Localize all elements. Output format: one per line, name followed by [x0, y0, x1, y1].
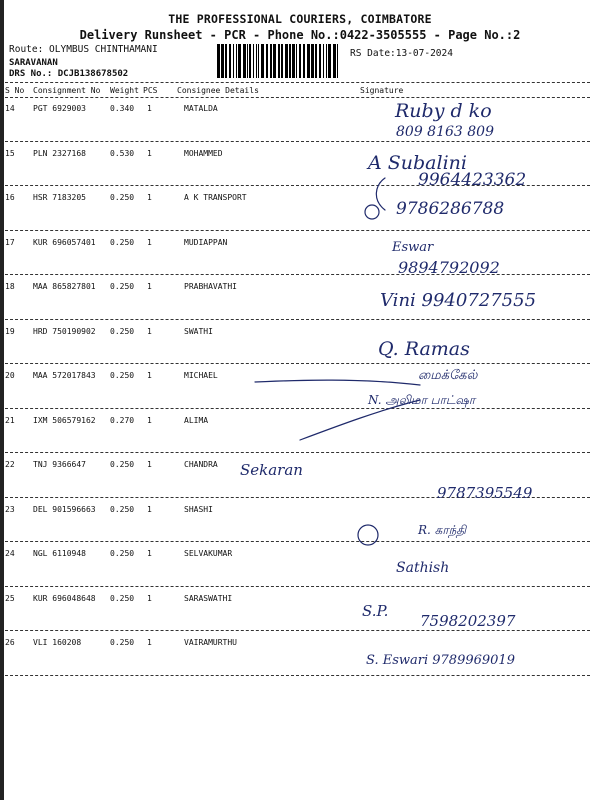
runsheet-subtitle: Delivery Runsheet - PCR - Phone No.:0422-3505555 - Page No.:2 — [79, 28, 521, 42]
row-consignment: KUR 696057401 — [33, 238, 96, 247]
table-row — [0, 505, 600, 549]
rs-date: RS Date:13-07-2024 — [350, 48, 453, 59]
barcode-bar — [328, 44, 331, 78]
handwritten-signature: N. அலிமா பாட்ஷா — [368, 393, 476, 407]
barcode-bar — [326, 44, 327, 78]
row-sno: 20 — [5, 371, 15, 380]
handwritten-signature: மைக்கேல் — [418, 368, 478, 383]
row-consignment: KUR 696048648 — [33, 594, 96, 603]
row-divider — [5, 408, 590, 409]
row-divider — [5, 541, 590, 542]
row-sno: 18 — [5, 282, 15, 291]
col-signature: Signature — [360, 86, 404, 95]
table-row — [0, 238, 600, 282]
row-consignment: MAA 865827801 — [33, 282, 96, 291]
handwritten-signature: 809 8163 809 — [396, 124, 494, 140]
row-consignment: NGL 6110948 — [33, 549, 86, 558]
drs-number: DRS No.: DCJB138678502 — [9, 69, 129, 79]
header-rule-bottom — [5, 97, 590, 98]
barcode-bar — [233, 44, 234, 78]
row-weight: 0.270 — [110, 416, 135, 425]
handwritten-signature: R. காந்தி — [418, 523, 467, 537]
barcode-bar — [236, 44, 237, 78]
barcode-bar — [253, 44, 254, 78]
handwritten-signature: Ruby d ko — [395, 100, 492, 122]
barcode-bar — [303, 44, 305, 78]
handwritten-signature: 7598202397 — [420, 612, 516, 630]
barcode-bar — [319, 44, 321, 78]
row-consignee: SWATHI — [184, 327, 213, 336]
barcode-bar — [323, 44, 324, 78]
row-sno: 19 — [5, 327, 15, 336]
barcode-bar — [285, 44, 288, 78]
barcode-bar — [229, 44, 231, 78]
row-sno: 26 — [5, 638, 15, 647]
row-sno: 24 — [5, 549, 15, 558]
row-pcs: 1 — [147, 594, 152, 603]
barcode-bar — [238, 44, 241, 78]
row-divider — [5, 586, 590, 587]
row-pcs: 1 — [147, 371, 152, 380]
handwritten-signature: S. Eswari 9789969019 — [366, 653, 515, 668]
row-weight: 0.340 — [110, 104, 135, 113]
row-pcs: 1 — [147, 460, 152, 469]
barcode-bar — [278, 44, 280, 78]
table-header — [0, 84, 600, 98]
row-weight: 0.250 — [110, 327, 135, 336]
barcode-bar — [281, 44, 283, 78]
row-divider — [5, 141, 590, 142]
row-pcs: 1 — [147, 505, 152, 514]
row-consignment: VLI 160208 — [33, 638, 82, 647]
row-consignment: PLN 2327168 — [33, 149, 86, 158]
barcode-bar — [315, 44, 317, 78]
barcode-bar — [273, 44, 276, 78]
row-weight: 0.250 — [110, 371, 135, 380]
row-pcs: 1 — [147, 238, 152, 247]
row-divider — [5, 630, 590, 631]
barcode-bar — [249, 44, 251, 78]
row-consignment: TNJ 9366647 — [33, 460, 86, 469]
handwritten-signature: 9787395549 — [437, 484, 533, 502]
row-weight: 0.250 — [110, 460, 135, 469]
row-divider — [5, 319, 590, 320]
row-consignee: A K TRANSPORT — [184, 193, 247, 202]
barcode-bar — [311, 44, 314, 78]
row-divider — [5, 274, 590, 275]
barcode-bar — [243, 44, 246, 78]
handwritten-signature: Sekaran — [240, 461, 303, 479]
barcode-bar — [270, 44, 272, 78]
barcode-bar — [217, 44, 220, 78]
row-consignee: MOHAMMED — [184, 149, 223, 158]
row-consignee: VAIRAMURTHU — [184, 638, 237, 647]
company-title: THE PROFESSIONAL COURIERS, COIMBATORE — [168, 12, 432, 26]
barcode-bar — [337, 44, 338, 78]
row-weight: 0.250 — [110, 594, 135, 603]
row-pcs: 1 — [147, 549, 152, 558]
row-sno: 16 — [5, 193, 15, 202]
row-consignee: MUDIAPPAN — [184, 238, 228, 247]
handwritten-signature: Q. Ramas — [378, 338, 470, 360]
handwritten-signature: 9964423362 — [418, 170, 527, 190]
row-weight: 0.250 — [110, 282, 135, 291]
row-consignment: DEL 901596663 — [33, 505, 96, 514]
col-pcs: PCS — [143, 86, 158, 95]
col-consignee: Consignee Details — [177, 86, 259, 95]
table-row — [0, 416, 600, 460]
row-sno: 23 — [5, 505, 15, 514]
row-sno: 21 — [5, 416, 15, 425]
barcode — [215, 42, 340, 80]
barcode-bar — [299, 44, 301, 78]
row-pcs: 1 — [147, 282, 152, 291]
barcode-bar — [256, 44, 257, 78]
col-weight: Weight — [110, 86, 139, 95]
row-consignment: PGT 6929003 — [33, 104, 86, 113]
row-consignee: CHANDRA — [184, 460, 218, 469]
barcode-bar — [333, 44, 336, 78]
row-pcs: 1 — [147, 416, 152, 425]
row-weight: 0.250 — [110, 238, 135, 247]
header-rule-top — [5, 82, 590, 83]
row-consignee: SELVAKUMAR — [184, 549, 233, 558]
handwritten-signature: 9894792092 — [398, 258, 500, 277]
row-weight: 0.250 — [110, 193, 135, 202]
row-consignee: SARASWATHI — [184, 594, 233, 603]
handwritten-signature: 9786286788 — [396, 199, 505, 219]
row-pcs: 1 — [147, 149, 152, 158]
route-label: Route: OLYMBUS CHINTHAMANI — [9, 44, 158, 55]
col-consignment: Consignment No — [33, 86, 101, 95]
row-sno: 25 — [5, 594, 15, 603]
col-sno: S No — [5, 86, 25, 95]
row-consignee: SHASHI — [184, 505, 213, 514]
row-consignment: HRD 750190902 — [33, 327, 96, 336]
row-weight: 0.250 — [110, 638, 135, 647]
row-sno: 17 — [5, 238, 15, 247]
row-weight: 0.530 — [110, 149, 135, 158]
row-pcs: 1 — [147, 104, 152, 113]
barcode-bar — [292, 44, 295, 78]
handwritten-signature: S.P. — [362, 602, 389, 620]
agent-name: SARAVANAN — [9, 58, 58, 68]
barcode-bar — [221, 44, 224, 78]
barcode-bar — [261, 44, 264, 78]
row-pcs: 1 — [147, 327, 152, 336]
row-pcs: 1 — [147, 638, 152, 647]
row-consignment: IXM 506579162 — [33, 416, 96, 425]
row-divider — [5, 230, 590, 231]
handwritten-signature: Vini 9940727555 — [380, 290, 537, 311]
handwritten-signature: A Subalini — [368, 152, 467, 174]
row-consignment: MAA 572017843 — [33, 371, 96, 380]
barcode-bar — [307, 44, 310, 78]
row-consignee: MICHAEL — [184, 371, 218, 380]
barcode-bar — [296, 44, 297, 78]
row-divider — [5, 363, 590, 364]
row-sno: 14 — [5, 104, 15, 113]
row-sno: 22 — [5, 460, 15, 469]
handwritten-signature: Sathish — [396, 560, 450, 576]
handwritten-signature: Eswar — [392, 240, 434, 255]
row-consignee: MATALDA — [184, 104, 218, 113]
row-pcs: 1 — [147, 193, 152, 202]
barcode-bar — [225, 44, 227, 78]
barcode-bar — [289, 44, 291, 78]
barcode-bar — [258, 44, 259, 78]
row-consignee: PRABHAVATHI — [184, 282, 237, 291]
row-weight: 0.250 — [110, 549, 135, 558]
barcode-bar — [247, 44, 248, 78]
barcode-bar — [266, 44, 268, 78]
row-sno: 15 — [5, 149, 15, 158]
row-divider — [5, 452, 590, 453]
row-divider — [5, 675, 590, 676]
row-weight: 0.250 — [110, 505, 135, 514]
row-consignee: ALIMA — [184, 416, 209, 425]
table-row — [0, 327, 600, 371]
row-consignment: HSR 7183205 — [33, 193, 86, 202]
